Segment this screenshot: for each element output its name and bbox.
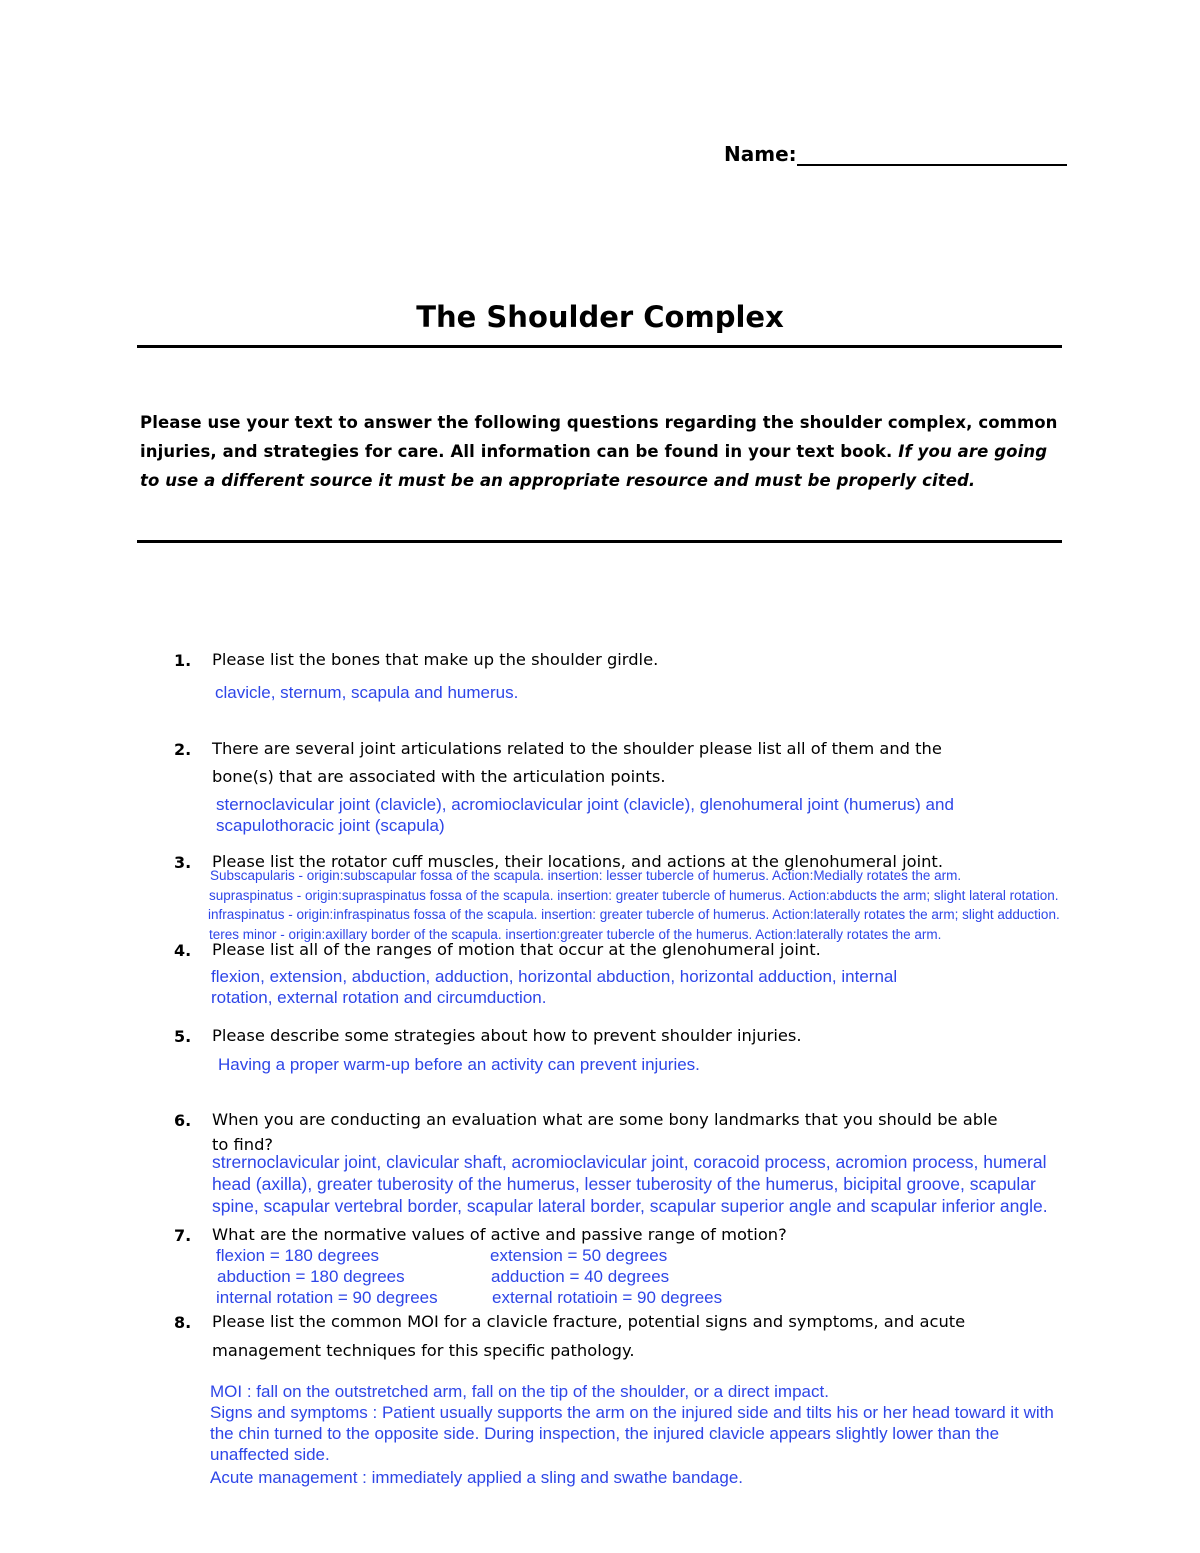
answer-text: flexion, extension, abduction, adduction, horizontal abduction, horizontal adduction, internal [211,967,898,986]
title-rule [137,345,1062,348]
question-text: What are the normative values of active and passive range of motion? [212,1225,787,1244]
answer-text: unaffected side. [210,1445,330,1464]
intro-rule [137,540,1062,543]
answer-text: rotation, external rotation and circumduction. [211,988,547,1007]
intro-bold-text: Please use your text to answer the following questions regarding the shoulder complex, common injuries, and strategies for care. All information can be found in your text book. [140,413,1058,461]
question-number: 2. [174,740,192,759]
answer-table-cell: flexion = 180 degrees [216,1246,380,1265]
answer-text: spine, scapular vertebral border, scapular lateral border, scapular superior angle and scapular inferior angle. [212,1196,1048,1216]
name-field [724,142,1067,166]
page-title: The Shoulder Complex [416,300,784,334]
answer-text: head (axilla), greater tuberosity of the humerus, lesser tuberosity of the humerus, bicipital groove, scapular [212,1174,1036,1194]
question-text: There are several joint articulations related to the shoulder please list all of them and the [212,739,942,758]
answer-text: the chin turned to the opposite side. During inspection, the injured clavicle appears slightly lower than the [210,1424,1000,1443]
answer-text: MOI : fall on the outstretched arm, fall on the tip of the shoulder, or a direct impact. [210,1382,829,1401]
answer-text: sternoclavicular joint (clavicle), acromioclavicular joint (clavicle), glenohumeral joint (humerus) and [216,795,954,814]
question-text: Please list the rotator cuff muscles, their locations, and actions at the glenohumeral joint. [212,852,943,871]
question-text: to find? [212,1135,274,1154]
intro-paragraph [140,408,1070,495]
question-number: 1. [174,651,192,670]
answer-text: Subscapularis - origin:subscapular fossa of the scapula. insertion: lesser tubercle of humerus. Action:Medially rotates the arm. [210,868,962,883]
question-text: Please list the bones that make up the shoulder girdle. [212,650,659,669]
answer-text: Signs and symptoms : Patient usually supports the arm on the injured side and tilts his or her head toward it with [210,1403,1054,1422]
name-label: Name: [724,142,797,166]
answer-text: Acute management : immediately applied a sling and swathe bandage. [210,1468,744,1487]
answer-text: teres minor - origin:axillary border of the scapula. insertion:greater tubercle of the humerus. Action:laterally rotates the arm. [209,927,942,942]
answer-text: scapulothoracic joint (scapula) [216,816,445,835]
answer-table-cell: adduction = 40 degrees [491,1267,670,1286]
question-number: 6. [174,1111,192,1130]
answer-text: strernoclavicular joint, clavicular shaft, acromioclavicular joint, coracoid process, acromion process, humeral [212,1152,1047,1172]
name-blank-line[interactable] [797,144,1067,166]
answer-text: Having a proper warm-up before an activity can prevent injuries. [218,1055,700,1074]
answer-text: clavicle, sternum, scapula and humerus. [215,683,519,702]
intro-italic-text: If you are going to use a different source it must be an appropriate resource and must be properly cited. [140,442,1048,490]
question-text: When you are conducting an evaluation what are some bony landmarks that you should be able [212,1110,998,1129]
question-number: 3. [174,853,192,872]
question-text: management techniques for this specific pathology. [212,1341,635,1360]
question-number: 7. [174,1226,192,1245]
question-number: 8. [174,1313,192,1332]
answer-table-cell: external rotatioin = 90 degrees [492,1288,723,1307]
question-text: bone(s) that are associated with the articulation points. [212,767,666,786]
question-number: 4. [174,941,192,960]
question-text: Please describe some strategies about how to prevent shoulder injuries. [212,1026,802,1045]
question-number: 5. [174,1027,192,1046]
answer-text: supraspinatus - origin:supraspinatus fossa of the scapula. insertion: greater tubercle of humerus. Action:abducts the arm; slight lateral rotation. [209,888,1059,903]
question-text: Please list all of the ranges of motion that occur at the glenohumeral joint. [212,940,821,959]
answer-text: infraspinatus - origin:infraspinatus fossa of the scapula. insertion: greater tubercle of humerus. Action:laterally rotates the arm; slight adduction. [208,907,1060,922]
question-text: Please list the common MOI for a clavicle fracture, potential signs and symptoms, and acute [212,1312,966,1331]
answer-table-cell: extension = 50 degrees [490,1246,668,1265]
answer-table-cell: abduction = 180 degrees [217,1267,405,1286]
answer-table-cell: internal rotation = 90 degrees [216,1288,438,1307]
